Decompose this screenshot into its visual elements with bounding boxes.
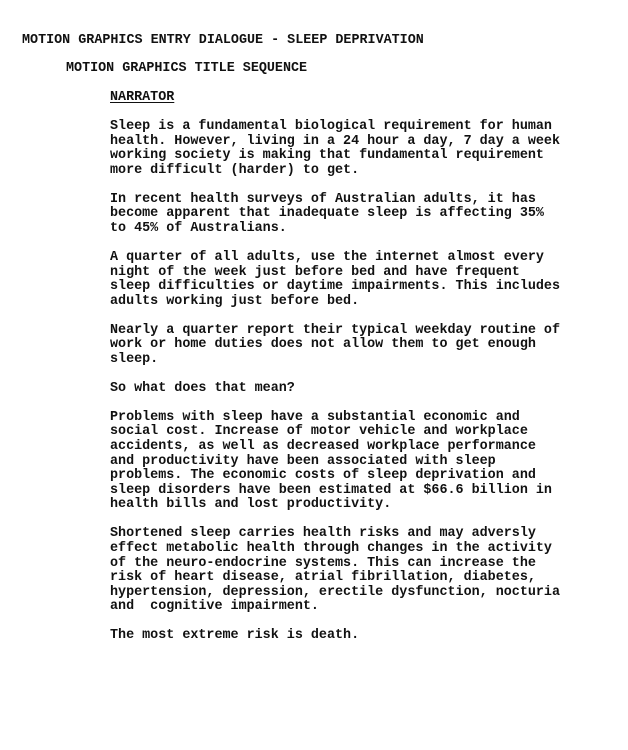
dialogue-paragraph bbox=[110, 411, 610, 513]
dialogue-line: Nearly a quarter report their typical weekday routine of bbox=[110, 322, 560, 338]
dialogue-line: health. However, living in a 24 hour a day, 7 day a week bbox=[110, 133, 560, 149]
dialogue-line: become apparent that inadequate sleep is affecting 35% bbox=[110, 206, 544, 222]
dialogue-line: night of the week just before bed and have frequent bbox=[110, 264, 520, 280]
dialogue-line: working society is making that fundamental requirement bbox=[110, 148, 544, 164]
dialogue-line: sleep difficulties or daytime impairments. This includes bbox=[110, 279, 560, 295]
character-name: NARRATOR bbox=[110, 90, 175, 105]
dialogue-line: In recent health surveys of Australian adults, it has bbox=[110, 191, 536, 207]
dialogue-line: work or home duties does not allow them to get enough bbox=[110, 337, 536, 353]
dialogue-paragraph bbox=[110, 382, 610, 397]
dialogue-line: more difficult (harder) to get. bbox=[110, 162, 360, 178]
dialogue-line: Problems with sleep have a substantial economic and bbox=[110, 409, 520, 425]
scene-heading: MOTION GRAPHICS ENTRY DIALOGUE - SLEEP DEPRIVATION bbox=[22, 33, 424, 48]
dialogue-line: Shortened sleep carries health risks and may adversly bbox=[110, 526, 536, 542]
dialogue-line: hypertension, depression, erectile dysfunction, nocturia bbox=[110, 584, 560, 600]
dialogue-paragraph bbox=[110, 629, 610, 644]
dialogue-line: adults working just before bed. bbox=[110, 293, 360, 309]
dialogue-line: of the neuro-endocrine systems. This can increase the bbox=[110, 555, 536, 571]
dialogue-line: So what does that mean? bbox=[110, 380, 295, 396]
dialogue-line: effect metabolic health through changes in the activity bbox=[110, 541, 552, 556]
dialogue-paragraph bbox=[110, 251, 610, 309]
dialogue-line: Sleep is a fundamental biological requirement for human bbox=[110, 119, 552, 134]
dialogue-paragraph bbox=[110, 120, 610, 178]
dialogue-block bbox=[110, 120, 610, 658]
dialogue-line: and cognitive impairment. bbox=[110, 599, 319, 615]
dialogue-line: risk of heart disease, atrial fibrillation, diabetes, bbox=[110, 570, 536, 586]
dialogue-line: A quarter of all adults, use the internet almost every bbox=[110, 249, 544, 265]
dialogue-line: and productivity have been associated with sleep bbox=[110, 453, 496, 469]
dialogue-line: sleep. bbox=[110, 351, 159, 367]
sub-heading: MOTION GRAPHICS TITLE SEQUENCE bbox=[66, 61, 308, 76]
dialogue-line: health bills and lost productivity. bbox=[110, 497, 392, 513]
dialogue-paragraph bbox=[110, 324, 610, 368]
dialogue-paragraph bbox=[110, 193, 610, 237]
dialogue-paragraph bbox=[110, 527, 610, 615]
dialogue-line: sleep disorders have been estimated at $66.6 billion in bbox=[110, 482, 552, 498]
dialogue-line: problems. The economic costs of sleep deprivation and bbox=[110, 468, 536, 484]
dialogue-line: accidents, as well as decreased workplace performance bbox=[110, 439, 536, 455]
dialogue-line: to 45% of Australians. bbox=[110, 220, 287, 236]
dialogue-line: social cost. Increase of motor vehicle and workplace bbox=[110, 424, 528, 440]
dialogue-line: The most extreme risk is death. bbox=[110, 628, 360, 644]
